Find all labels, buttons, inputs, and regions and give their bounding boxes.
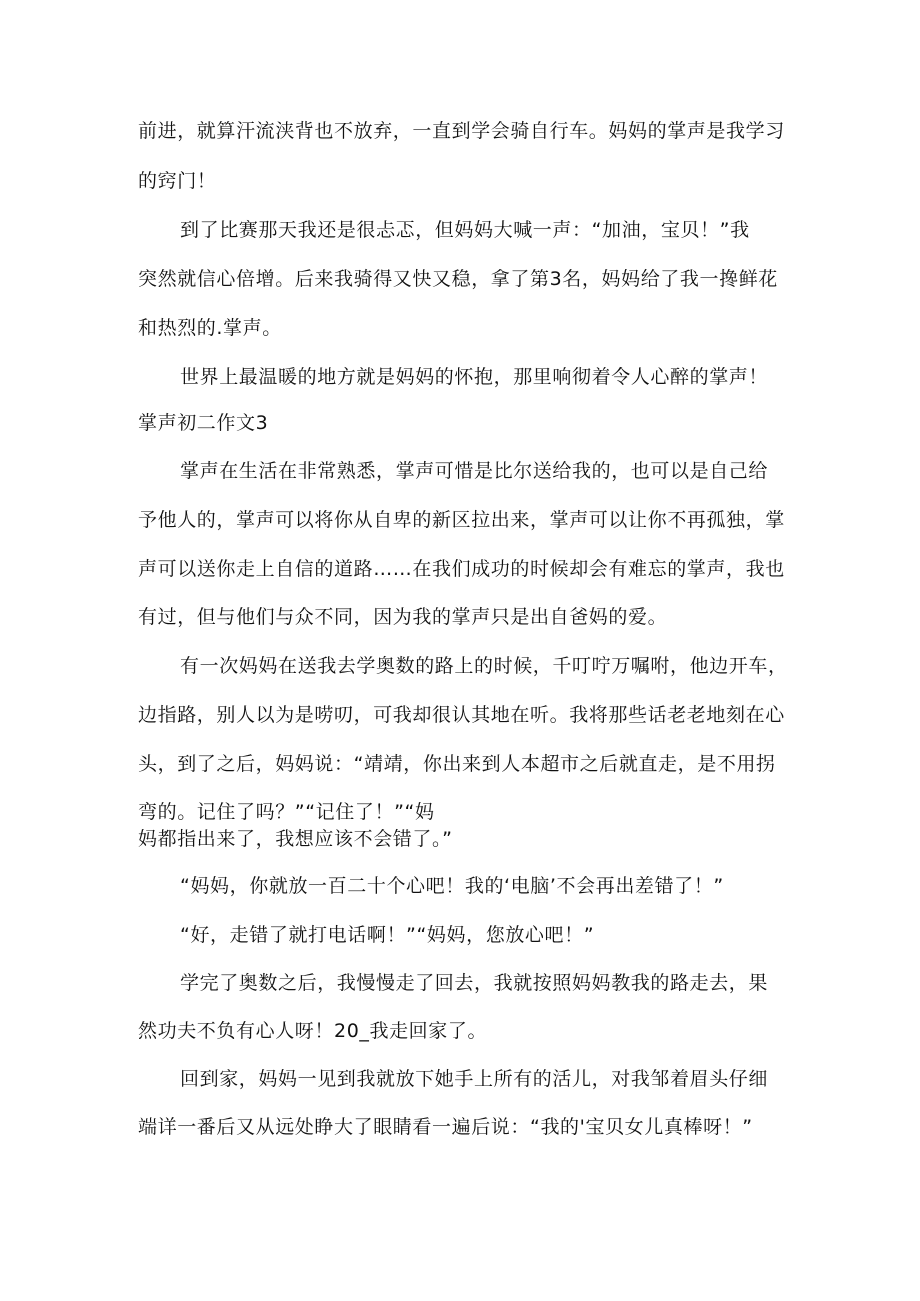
text-line: 学完了奥数之后，我慢慢走了回去，我就按照妈妈教我的路走去，果: [180, 972, 769, 994]
text-line: 回到家，妈妈一见到我就放下她手上所有的活儿，对我邹着眉头仔细: [180, 1068, 769, 1090]
text-line: 突然就信心倍增。后来我骑得又快又稳，拿了第3名，妈妈给了我一搀鲜花: [138, 268, 778, 290]
text-line: “好，走错了就打电话啊！”“妈妈，您放心吧！”: [180, 924, 595, 946]
text-line: 头，到了之后，妈妈说：“靖靖，你出来到人本超市之后就直走，是不用拐: [138, 753, 776, 775]
text-line: 的窍门！: [138, 170, 217, 192]
text-line: 有过，但与他们与众不同，因为我的掌声只是出自爸妈的爱。: [138, 606, 668, 628]
text-line: 掌声在生活在非常熟悉，掌声可惜是比尔送给我的，也可以是自己给: [180, 460, 769, 482]
text-line: 端详一番后又从远处睁大了眼睛看一遍后说：“我的'宝贝女儿真棒呀！”: [138, 1116, 753, 1138]
text-line: 然功夫不负有心人呀！20_我走回家了。: [138, 1020, 488, 1042]
text-line: “妈妈，你就放一百二十个心吧！我的‘电脑’不会再出差错了！”: [180, 875, 724, 897]
text-line: 声可以送你走上自信的道路……在我们成功的时候却会有难忘的掌声，我也: [138, 558, 785, 580]
text-line: 世界上最温暖的地方就是妈妈的怀抱，那里响彻着令人心醉的掌声！: [180, 366, 769, 388]
text-line: 妈都指出来了，我想应该不会错了。”: [138, 828, 453, 850]
text-line: 边指路，别人以为是唠叨，可我却很认其地在听。我将那些话老老地刻在心: [138, 704, 785, 726]
text-line: 弯的。记住了吗？”“记住了！”“妈: [138, 801, 435, 823]
section-heading: 掌声初二作文3: [138, 412, 269, 434]
text-line: 予他人的，掌声可以将你从自卑的新区拉出来，掌声可以让你不再孤独，掌: [138, 509, 785, 531]
text-line: 到了比赛那天我还是很忐忑，但妈妈大喊一声：“加油，宝贝！”我: [180, 219, 750, 241]
text-line: 有一次妈妈在送我去学奥数的路上的时候，千叮咛万嘱咐，他边开车，: [180, 655, 788, 677]
text-line: 和热烈的.掌声。: [138, 317, 282, 339]
text-line: 前进，就算汗流浃背也不放弃，一直到学会骑自行车。妈妈的掌声是我学习: [138, 120, 785, 142]
